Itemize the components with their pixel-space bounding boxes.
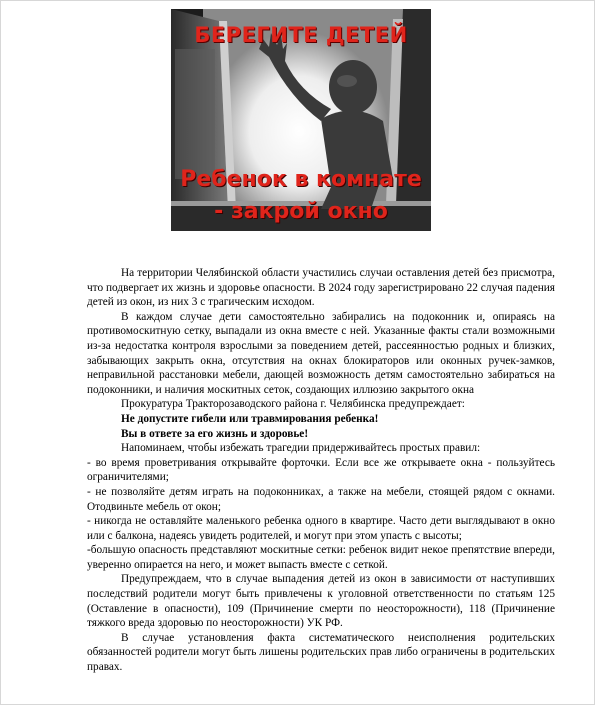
paragraph-intro: На территории Челябинской области участились случаи оставления детей без присмотра, что подвергает их жизнь и здоровье опасности. В 2024 году зарегистрировано 22 случая падения детей из окон, из них 3 с трагическим исходом. <box>87 267 555 309</box>
document-body <box>87 266 555 675</box>
warning-headline-2: Вы в ответе за его жизнь и здоровье! <box>121 427 309 440</box>
poster-subtitle-line2: - закрой окно <box>214 199 388 224</box>
poster-subtitle-line1: Ребенок в комнате <box>180 167 422 192</box>
warning-headline-1: Не допустите гибели или травмирования ребенка! <box>121 412 379 425</box>
paragraph-rules-intro: Напоминаем, чтобы избежать трагедии придерживайтесь простых правил: <box>121 442 481 455</box>
rule-item-ventilation: - во время проветривания открывайте форточки. Если все же открываете окна - пользуйтесь ограничителями; <box>87 456 555 484</box>
rule-item-mosquito-net: -большую опасность представляют москитные сетки: ребенок видит некое препятствие впереди, уверенно опирается на него, и может выпасть вместе с сеткой. <box>87 544 555 571</box>
warning-poster-image <box>171 9 431 231</box>
paragraph-prosecutor-warning: Прокуратура Тракторозаводского района г. Челябинска предупреждает: <box>121 398 465 411</box>
paragraph-criminal-liability: Предупреждаем, что в случае выпадения детей из окон в зависимости от наступивших последствий родители могут быть привлечены к уголовной ответственности по статьям 125 (Оставление в опасности), 109 (Причинение смерти по неосторожности), 118 (Причинение тяжкого вреда здоровью по неосторожности) УК РФ. <box>87 573 555 630</box>
rule-item-alone: - никогда не оставляйте маленького ребенка одного в квартире. Часто дети выглядывают в окно или с балкона, надеясь увидеть родителей, и могут при этом упасть с высоты; <box>87 515 555 542</box>
poster-title: БЕРЕГИТЕ ДЕТЕЙ <box>194 23 408 47</box>
paragraph-parental-rights: В случае установления факта систематического неисполнения родительских обязанностей родители могут быть лишены родительских прав либо ограничены в родительских правах. <box>87 631 555 674</box>
paragraph-circumstances: В каждом случае дети самостоятельно забирались на подоконник и, опираясь на противомоскитную сетку, выпадали из окна вместе с ней. Указанные факты стали возможными из-за недостатка контроля взрослыми за поведением детей, рассеянностью родных и близких, забывающих закрыть окна, отсутствия на окнах блокираторов или оконных ручек-замков, неправильной расстановки мебели, дающей возможность детям самостоятельно забираться на подоконники, и наличия москитных сеток, создающих иллюзию закрытого окна <box>87 310 555 396</box>
rule-item-windowsill: - не позволяйте детям играть на подоконниках, а также на мебели, стоящей рядом с окнами. Отодвиньте мебель от окон; <box>87 485 555 513</box>
